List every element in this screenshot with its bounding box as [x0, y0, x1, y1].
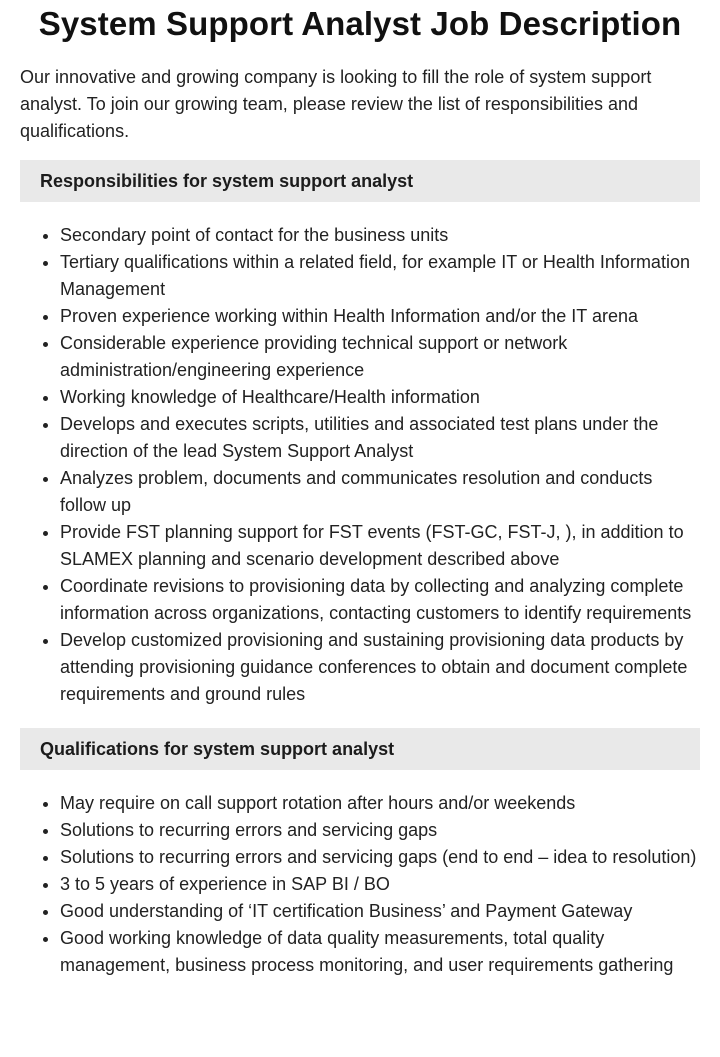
list-item: • Coordinate revisions to provisioning data by collecting and analyzing complete information across organizations, contacting customers to identify requirements: [60, 573, 700, 627]
list-item: • Solutions to recurring errors and servicing gaps: [60, 817, 700, 844]
list-item: • Secondary point of contact for the business units: [60, 222, 700, 249]
page-title: System Support Analyst Job Description: [38, 5, 682, 42]
intro-paragraph: Our innovative and growing company is looking to fill the role of system support analyst. To join our growing team, please review the list of responsibilities and qualifications.: [20, 67, 652, 141]
list-item: • Considerable experience providing technical support or network administration/engineering experience: [60, 330, 700, 384]
list-item: • Solutions to recurring errors and servicing gaps (end to end – idea to resolution): [60, 844, 700, 871]
qualifications-list: [20, 790, 700, 979]
list-item: • May require on call support rotation after hours and/or weekends: [60, 790, 700, 817]
list-item: • Analyzes problem, documents and communicates resolution and conducts follow up: [60, 465, 700, 519]
list-item: • Develops and executes scripts, utilities and associated test plans under the direction of the lead System Support Analyst: [60, 411, 700, 465]
list-item: • Develop customized provisioning and sustaining provisioning data products by attending provisioning guidance conferences to obtain and document complete requirements and ground rules: [60, 627, 700, 708]
list-item: • Proven experience working within Health Information and/or the IT arena: [60, 303, 700, 330]
qualifications-heading: Qualifications for system support analyst: [20, 728, 700, 770]
responsibilities-list: [20, 222, 700, 708]
list-item: • Good understanding of ‘IT certification Business’ and Payment Gateway: [60, 898, 700, 925]
list-item: • Good working knowledge of data quality measurements, total quality management, business process monitoring, and user requirements gathering: [60, 925, 700, 979]
list-item: • Tertiary qualifications within a related field, for example IT or Health Information Management: [60, 249, 700, 303]
list-item: • Provide FST planning support for FST events (FST-GC, FST-J, ), in addition to SLAMEX planning and scenario development described above: [60, 519, 700, 573]
responsibilities-heading: Responsibilities for system support analyst: [20, 160, 700, 202]
list-item: • Working knowledge of Healthcare/Health information: [60, 384, 700, 411]
list-item: • 3 to 5 years of experience in SAP BI / BO: [60, 871, 700, 898]
